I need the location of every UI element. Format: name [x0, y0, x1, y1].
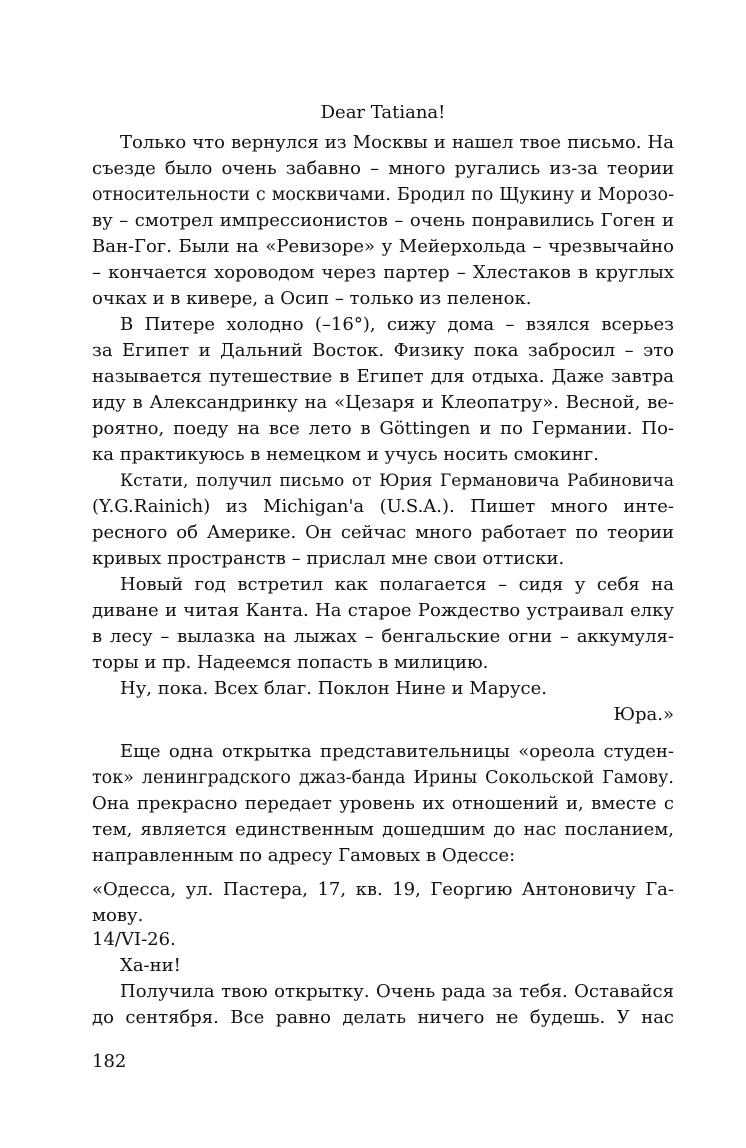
page-number: 182	[92, 1051, 127, 1072]
text-line: тем, является единственным дошедшим до нас посланием,	[92, 819, 674, 840]
text-line: съезде было очень забавно – много ругались из-за теории	[92, 158, 674, 179]
text-line: диване и читая Канта. На старое Рождество устраивал елку	[92, 600, 674, 621]
text-line: ресного об Америке. Он сейчас много работает по теории	[92, 522, 674, 543]
text-line: очках и в кивере, а Осип – только из пеленок.	[92, 288, 532, 309]
text-line: Новый год встретил как полагается – сидя у себя на	[120, 574, 674, 595]
text-line: Только что вернулся из Москвы и нашел твое письмо. На	[120, 132, 674, 153]
text-line: Кстати, получил письмо от Юрия Германовича Рабиновича	[120, 471, 674, 491]
text-line: В Питере холодно (–16°), сижу дома – взялся всерьез	[120, 314, 674, 335]
salutation-line: Dear Tatiana!	[320, 102, 446, 123]
address-line: мову.	[92, 905, 144, 926]
text-line: относительности с москвичами. Бродил по Щукину и Морозо-	[92, 185, 674, 205]
text-line: Ну, пока. Всех благ. Поклон Нине и Марусе.	[120, 678, 547, 699]
text-line: ка практикуюсь в немецком и учусь носить смокинг.	[92, 444, 599, 465]
text-line: направленным по адресу Гамовых в Одессе:	[92, 845, 516, 866]
text-line: Получила твою открытку. Очень рада за тебя. Оставайся	[120, 981, 674, 1002]
text-line: ву – смотрел импрессионистов – очень понравились Гоген и	[92, 210, 674, 231]
text-line: (Y.G.Rainich) из Michigan'а (U.S.A.). Пишет много инте-	[92, 496, 674, 517]
text-line: иду в Александринку на «Цезаря и Клеопатру». Весной, ве-	[92, 392, 674, 413]
text-line: – кончается хороводом через партер – Хлестаков в круглых	[92, 262, 674, 283]
text-line: Она прекрасно передает уровень их отношений и, вместе с	[92, 793, 674, 814]
text-line: Еще одна открытка представительницы «ореола студен-	[120, 741, 674, 762]
text-line: до сентября. Все равно делать ничего не будешь. У нас	[92, 1007, 674, 1028]
text-line: ток» ленинградского джаз-банда Ирины Сокольской Гамову.	[92, 768, 674, 788]
address-line: «Одесса, ул. Пастера, 17, кв. 19, Георгию Антоновичу Га-	[92, 879, 674, 900]
signature-line: Юра.»	[613, 704, 674, 725]
text-line: Ван-Гог. Были на «Ревизоре» у Мейерхольда – чрезвычайно	[92, 236, 674, 257]
date-line: 14/VI-26.	[92, 929, 176, 950]
text-line: торы и пр. Надеемся попасть в милицию.	[92, 652, 489, 673]
text-line: кривых пространств – прислал мне свои оттиски.	[92, 548, 565, 569]
greeting-line: Ха-ни!	[120, 955, 181, 976]
text-line: за Египет и Дальний Восток. Физику пока забросил – это	[92, 340, 674, 361]
text-line: роятно, поеду на все лето в Göttingen и по Германии. По-	[92, 418, 674, 439]
text-line: в лесу – вылазка на лыжах – бенгальские огни – аккумуля-	[92, 626, 674, 647]
text-line: называется путешествие в Египет для отдыха. Даже завтра	[92, 366, 674, 387]
